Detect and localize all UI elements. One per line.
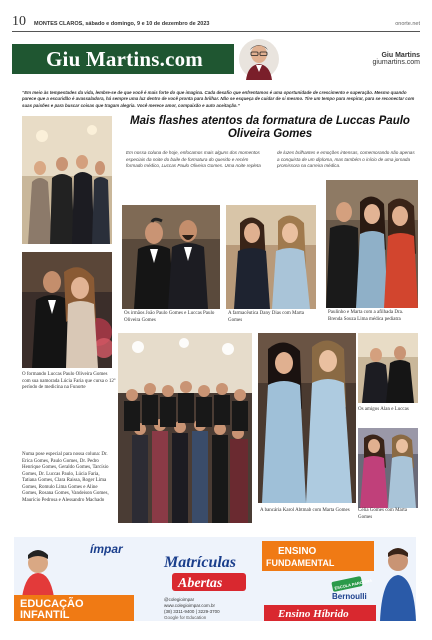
caption-grupo-familia: Numa pose especial para nossa coluna: Dr. Erica Gomes, Paulo Gomes, Dr. Pedro Henrique Gomes, Geraldo Gomes, Tarcísio Gomes, Dr. Luccas Paulo, Lúcia Faria, Tatiana Gomes, Clara Raissa, Roger Lima Gomes, Romulo Lima Gomes e Aline Gomes, Rosana Gomes, Vandeison Gomes, Maurício Pedrosa e Alessandro Machado — [22, 452, 109, 503]
dateline: MONTES CLAROS, sábado e domingo, 9 e 10 de dezembro de 2023 — [34, 21, 210, 27]
caption-celia-marta: Célia Gomes com Marta Gomes — [358, 508, 408, 520]
ad-website[interactable]: www.colegioimpar.com.br — [164, 603, 216, 608]
photo-karol-marta — [258, 333, 356, 503]
ad-brand: ímpar — [90, 542, 123, 556]
photo-grupo-familia — [118, 333, 252, 523]
photo-celia-marta — [358, 428, 418, 508]
caption-alan-luccas: Os amigos Alan e Luccas — [358, 407, 409, 412]
author-site[interactable]: giumartins.com — [372, 59, 420, 66]
photo-group-formatura — [22, 116, 112, 244]
caption-paulinho-marta-brenda: Paulinho e Marta com a afilhada Dra. Brenda Souza Lima médica pediatra — [328, 310, 404, 322]
article-intro: Em nossa coluna de hoje, enfocamos mais alguns dos momentos especiais da noite do baile de formatura do querido e recém formado médico, Luccas Paulo Oliveira Gomes. Uma noite repleta de luzes brilhantes e emoções intensas, comemorando não apenas a conquista de um diploma, mas também o início de uma jornada promissora na carreira médica. — [126, 150, 415, 169]
author-box — [373, 52, 420, 66]
caption-formando-namorada: O formando Luccas Paulo Oliveira Gomes com sua namorada Lúcia Faria que cursa o 12º período de medicina na Funorte — [22, 372, 116, 390]
page-number: 10 — [12, 14, 26, 29]
ad-right-banner-line1: ENSINO — [278, 546, 317, 557]
photo-formando-namorada — [22, 252, 112, 368]
author-photo — [238, 38, 280, 80]
site-url[interactable]: onorte.net — [395, 21, 420, 27]
photo-irmaos — [122, 205, 220, 309]
ad-left-banner-line1: EDUCAÇÃO — [20, 598, 84, 610]
photo-alan-luccas — [358, 333, 418, 403]
ad-footer: Google for Education — [164, 615, 207, 620]
ad-headline-1: Matrículas — [164, 554, 237, 571]
ad-bottom-banner: Ensino Híbrido — [278, 608, 349, 620]
column-quote: “Em meio às tempestades da vida, lembre-se de que você é mais forte do que imagina. Cada desafio que enfrentamos é uma oportunidade de crescimento e superação. Mesmo quando parece que a escuridão é avassaladora, há sempre uma luz dentro de você pronta para brilhar. Não se esqueça de cuidar de si mesmo. Tire um tempo para respirar, para se reconectar com suas paixões e para buscar coisas que tragam alegria. Você merece amor, compaixão e auto aceitação.” — [22, 90, 415, 108]
caption-irmaos: Os irmãos João Paulo Gomes e Luccas Paulo Oliveira Gomes — [124, 311, 215, 323]
ad-left-banner-line2: INFANTIL — [20, 609, 70, 621]
article-headline: Mais flashes atentos da formatura de Luccas Paulo Oliveira Gomes — [130, 115, 410, 141]
photo-dany-marta — [226, 205, 316, 309]
column-title: Giu Martins.com — [46, 47, 203, 71]
ad-instagram[interactable]: @colegioimpar — [164, 597, 195, 602]
column-title-box — [12, 44, 234, 74]
ad-phone[interactable]: (38) 3311-9400 | 3229-3700 — [164, 609, 220, 614]
ad-headline-2: Abertas — [178, 576, 223, 591]
masthead — [12, 14, 420, 32]
photo-paulinho-marta-brenda — [326, 180, 418, 308]
ad-right-banner-line2: FUNDAMENTAL — [266, 558, 335, 568]
column-header — [12, 38, 420, 80]
ad-partner: Bernoulli — [332, 592, 367, 601]
ad-badge: ESCOLA PARCEIRA — [334, 577, 373, 591]
caption-dany-marta: A farmacêutica Dany Dias com Marta Gomes — [228, 311, 304, 323]
caption-karol-marta: A bancária Karol Abtmab com Marta Gomes — [260, 508, 350, 513]
author-name: Giu Martins — [381, 52, 420, 59]
impar-advertisement[interactable] — [14, 537, 416, 621]
